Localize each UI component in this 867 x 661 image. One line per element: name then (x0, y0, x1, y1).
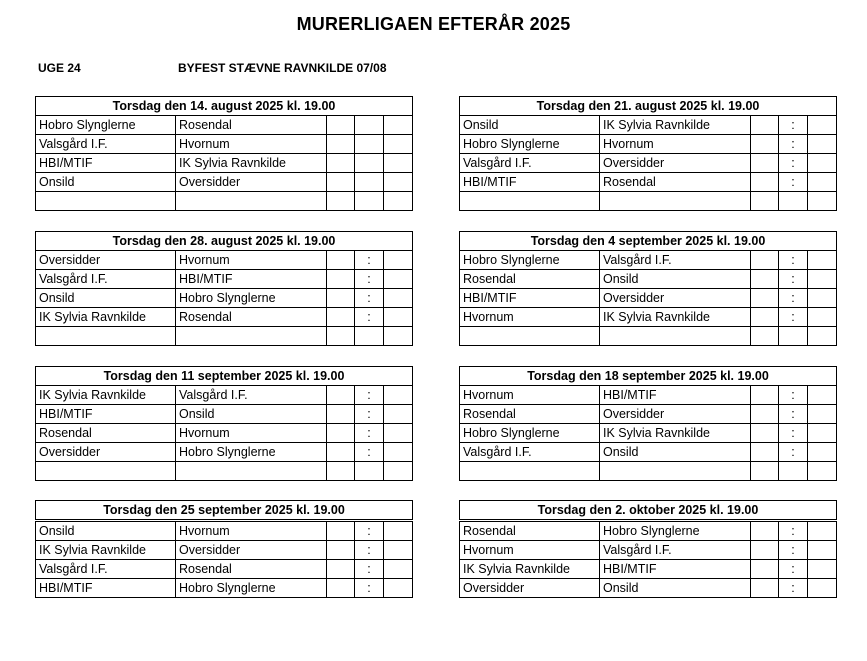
home-team: HBI/MTIF (36, 154, 176, 173)
score-away (384, 443, 413, 462)
score-away (808, 135, 837, 154)
match-row (36, 289, 413, 308)
score-separator: : (779, 386, 808, 405)
score-away (384, 424, 413, 443)
score-away (808, 154, 837, 173)
home-team: Rosendal (460, 270, 600, 289)
score-away (808, 116, 837, 135)
match-row (460, 154, 837, 173)
score-away (808, 251, 837, 270)
away-team: IK Sylvia Ravnkilde (600, 308, 751, 327)
empty-row (36, 462, 413, 481)
score-separator (355, 135, 384, 154)
score-away (384, 405, 413, 424)
score-home (327, 443, 355, 462)
match-row (36, 135, 413, 154)
score-home (751, 270, 779, 289)
score-away (808, 560, 837, 579)
score-separator: : (355, 541, 384, 560)
match-row (460, 251, 837, 270)
match-row (36, 521, 413, 541)
round-date: Torsdag den 2. oktober 2025 kl. 19.00 (460, 501, 837, 521)
score-separator: : (355, 308, 384, 327)
away-team: IK Sylvia Ravnkilde (176, 154, 327, 173)
round-table (459, 96, 837, 211)
score-home (327, 579, 355, 598)
score-separator: : (355, 386, 384, 405)
home-team: Valsgård I.F. (36, 135, 176, 154)
match-row (36, 424, 413, 443)
score-home (327, 424, 355, 443)
away-team: Hobro Slynglerne (176, 579, 327, 598)
score-home (751, 289, 779, 308)
score-away (808, 386, 837, 405)
match-row (460, 270, 837, 289)
home-team: IK Sylvia Ravnkilde (36, 308, 176, 327)
empty-row (36, 327, 413, 346)
away-team: Rosendal (600, 173, 751, 192)
score-away (808, 173, 837, 192)
score-separator: : (779, 135, 808, 154)
score-home (751, 405, 779, 424)
score-home (327, 135, 355, 154)
away-team: Hobro Slynglerne (600, 521, 751, 541)
round-date: Torsdag den 21. august 2025 kl. 19.00 (460, 97, 837, 116)
away-team: Hobro Slynglerne (176, 289, 327, 308)
match-row (36, 443, 413, 462)
round-table (35, 366, 413, 481)
away-team: Onsild (176, 405, 327, 424)
away-team: Rosendal (176, 116, 327, 135)
home-team: Valsgård I.F. (460, 443, 600, 462)
score-home (751, 154, 779, 173)
score-home (751, 386, 779, 405)
score-separator: : (355, 405, 384, 424)
score-separator: : (355, 270, 384, 289)
score-home (327, 154, 355, 173)
match-row (36, 308, 413, 327)
away-team: Valsgård I.F. (600, 541, 751, 560)
home-team: Onsild (460, 116, 600, 135)
home-team: HBI/MTIF (460, 173, 600, 192)
away-team: Rosendal (176, 560, 327, 579)
round-date: Torsdag den 4 september 2025 kl. 19.00 (460, 232, 837, 251)
home-team: IK Sylvia Ravnkilde (36, 541, 176, 560)
match-row (36, 251, 413, 270)
match-row (36, 386, 413, 405)
home-team: Rosendal (36, 424, 176, 443)
score-away (808, 308, 837, 327)
away-team: Hobro Slynglerne (176, 443, 327, 462)
score-home (751, 443, 779, 462)
score-away (384, 154, 413, 173)
match-row (36, 116, 413, 135)
home-team: IK Sylvia Ravnkilde (460, 560, 600, 579)
score-separator: : (779, 270, 808, 289)
score-away (384, 579, 413, 598)
away-team: Hvornum (176, 135, 327, 154)
score-home (327, 521, 355, 541)
home-team: Valsgård I.F. (460, 154, 600, 173)
score-away (384, 289, 413, 308)
round-table (459, 231, 837, 346)
score-away (808, 289, 837, 308)
empty-row (460, 327, 837, 346)
home-team: Oversidder (36, 251, 176, 270)
score-home (751, 251, 779, 270)
score-away (384, 251, 413, 270)
round-date: Torsdag den 14. august 2025 kl. 19.00 (36, 97, 413, 116)
score-separator: : (355, 560, 384, 579)
home-team: Onsild (36, 289, 176, 308)
away-team: Onsild (600, 270, 751, 289)
away-team: Rosendal (176, 308, 327, 327)
home-team: Onsild (36, 173, 176, 192)
score-separator: : (355, 443, 384, 462)
score-separator: : (779, 116, 808, 135)
page-title: MURERLIGAEN EFTERÅR 2025 (296, 14, 571, 34)
away-team: Oversidder (600, 154, 751, 173)
score-separator: : (779, 251, 808, 270)
match-row (36, 560, 413, 579)
score-away (384, 135, 413, 154)
match-row (36, 270, 413, 289)
score-home (327, 560, 355, 579)
score-separator: : (779, 308, 808, 327)
score-home (327, 251, 355, 270)
score-home (327, 405, 355, 424)
home-team: Hvornum (460, 541, 600, 560)
score-home (751, 424, 779, 443)
match-row (460, 560, 837, 579)
event-label: BYFEST STÆVNE RAVNKILDE 07/08 (178, 61, 387, 75)
round-date: Torsdag den 18 september 2025 kl. 19.00 (460, 367, 837, 386)
score-away (384, 308, 413, 327)
away-team: Onsild (600, 443, 751, 462)
away-team: Oversidder (176, 541, 327, 560)
score-away (808, 541, 837, 560)
away-team: Valsgård I.F. (176, 386, 327, 405)
match-row (460, 135, 837, 154)
home-team: Hobro Slynglerne (460, 251, 600, 270)
match-row (36, 541, 413, 560)
score-away (808, 443, 837, 462)
score-home (751, 541, 779, 560)
round-date: Torsdag den 11 september 2025 kl. 19.00 (36, 367, 413, 386)
home-team: Valsgård I.F. (36, 560, 176, 579)
home-team: Oversidder (460, 579, 600, 598)
home-team: HBI/MTIF (36, 579, 176, 598)
score-away (808, 424, 837, 443)
score-home (751, 116, 779, 135)
home-team: Hobro Slynglerne (36, 116, 176, 135)
away-team: HBI/MTIF (176, 270, 327, 289)
round-table (35, 231, 413, 346)
away-team: Hvornum (176, 251, 327, 270)
match-row (460, 521, 837, 541)
score-home (751, 521, 779, 541)
score-separator: : (779, 154, 808, 173)
match-row (460, 289, 837, 308)
match-row (36, 579, 413, 598)
score-separator: : (779, 560, 808, 579)
score-home (327, 116, 355, 135)
away-team: Hvornum (176, 424, 327, 443)
score-away (808, 405, 837, 424)
score-away (384, 386, 413, 405)
home-team: Rosendal (460, 521, 600, 541)
score-home (327, 270, 355, 289)
score-separator: : (355, 424, 384, 443)
empty-row (460, 462, 837, 481)
home-team: Hvornum (460, 308, 600, 327)
away-team: Onsild (600, 579, 751, 598)
score-home (751, 560, 779, 579)
home-team: Hvornum (460, 386, 600, 405)
score-home (327, 289, 355, 308)
score-away (384, 541, 413, 560)
score-home (327, 308, 355, 327)
score-separator: : (355, 289, 384, 308)
score-home (327, 386, 355, 405)
away-team: IK Sylvia Ravnkilde (600, 116, 751, 135)
match-row (36, 405, 413, 424)
round-table (459, 366, 837, 481)
score-home (751, 579, 779, 598)
score-separator: : (779, 405, 808, 424)
score-separator: : (779, 424, 808, 443)
round-date: Torsdag den 28. august 2025 kl. 19.00 (36, 232, 413, 251)
score-away (808, 579, 837, 598)
match-row (460, 386, 837, 405)
away-team: IK Sylvia Ravnkilde (600, 424, 751, 443)
score-separator: : (779, 579, 808, 598)
away-team: Hvornum (176, 521, 327, 541)
score-away (384, 270, 413, 289)
empty-row (36, 192, 413, 211)
score-home (751, 135, 779, 154)
match-row (460, 424, 837, 443)
away-team: Oversidder (600, 405, 751, 424)
week-label: UGE 24 (38, 61, 81, 75)
score-away (384, 560, 413, 579)
score-separator: : (355, 521, 384, 541)
score-home (327, 541, 355, 560)
empty-row (460, 192, 837, 211)
score-separator: : (779, 443, 808, 462)
score-separator: : (355, 579, 384, 598)
round-table (35, 96, 413, 211)
home-team: Valsgård I.F. (36, 270, 176, 289)
away-team: Hvornum (600, 135, 751, 154)
away-team: HBI/MTIF (600, 386, 751, 405)
score-home (327, 173, 355, 192)
home-team: Rosendal (460, 405, 600, 424)
score-separator: : (779, 289, 808, 308)
home-team: HBI/MTIF (36, 405, 176, 424)
match-row (36, 154, 413, 173)
score-separator: : (779, 173, 808, 192)
score-away (808, 521, 837, 541)
away-team: Oversidder (176, 173, 327, 192)
match-row (460, 443, 837, 462)
score-away (384, 173, 413, 192)
score-home (751, 308, 779, 327)
away-team: Oversidder (600, 289, 751, 308)
score-separator (355, 116, 384, 135)
away-team: HBI/MTIF (600, 560, 751, 579)
home-team: Hobro Slynglerne (460, 424, 600, 443)
score-away (808, 270, 837, 289)
round-date: Torsdag den 25 september 2025 kl. 19.00 (36, 501, 413, 521)
match-row (460, 308, 837, 327)
home-team: Onsild (36, 521, 176, 541)
home-team: Hobro Slynglerne (460, 135, 600, 154)
home-team: IK Sylvia Ravnkilde (36, 386, 176, 405)
match-row (460, 541, 837, 560)
score-separator: : (779, 541, 808, 560)
score-separator: : (779, 521, 808, 541)
away-team: Valsgård I.F. (600, 251, 751, 270)
match-row (460, 405, 837, 424)
home-team: Oversidder (36, 443, 176, 462)
match-row (36, 173, 413, 192)
score-home (751, 173, 779, 192)
score-away (384, 521, 413, 541)
match-row (460, 173, 837, 192)
round-table (459, 500, 837, 598)
score-away (384, 116, 413, 135)
score-separator (355, 173, 384, 192)
match-row (460, 116, 837, 135)
score-separator: : (355, 251, 384, 270)
match-row (460, 579, 837, 598)
score-separator (355, 154, 384, 173)
home-team: HBI/MTIF (460, 289, 600, 308)
round-table (35, 500, 413, 598)
